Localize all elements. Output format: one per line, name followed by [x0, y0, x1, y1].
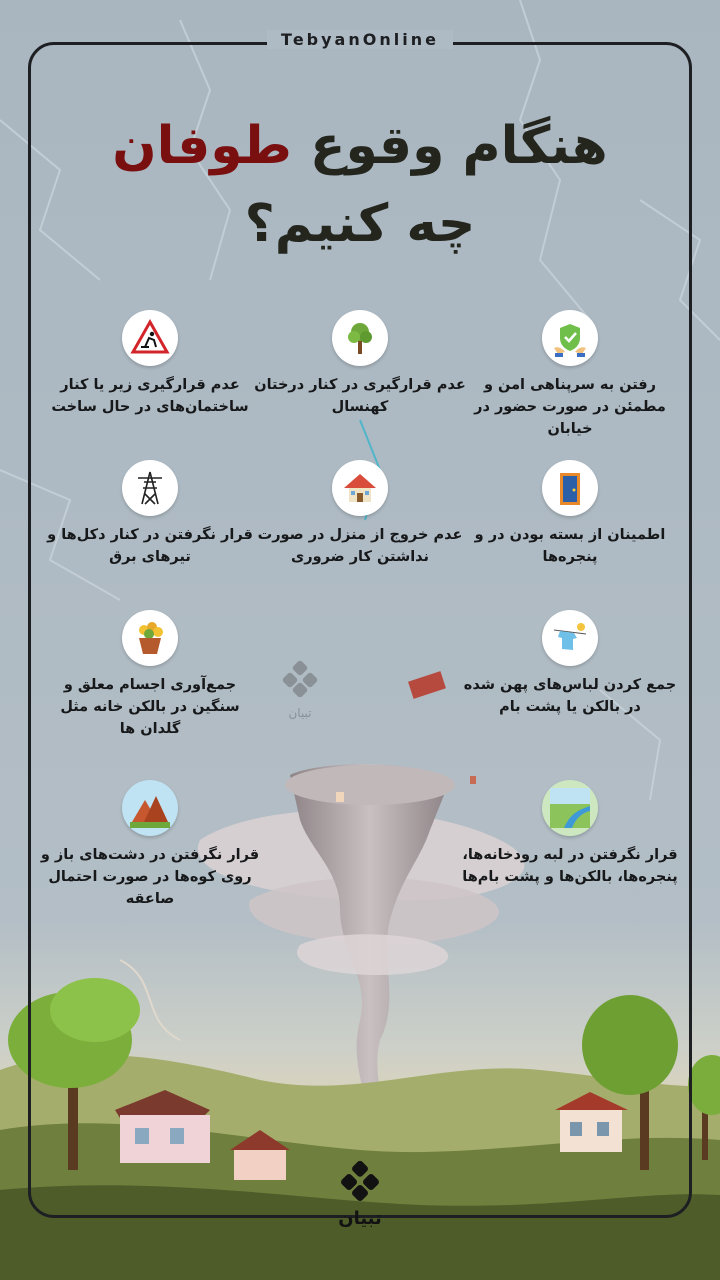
house-icon: [332, 460, 388, 516]
tip-item: [460, 310, 680, 440]
tip-text: قرار نگرفتن در لبه رودخانه‌ها، پنجره‌ها، بالکن‌ها و پشت بام‌ها: [462, 847, 678, 885]
tip-item: [250, 310, 470, 418]
tip-item: [40, 310, 260, 418]
brand-tag: [0, 30, 720, 49]
tip-text: عدم قرارگیری در کنار درختان کهنسال: [254, 377, 466, 415]
watermark-logo-icon: [280, 660, 320, 700]
river-icon: [542, 780, 598, 836]
watermark-text: تبیان: [288, 706, 312, 720]
page-title: [0, 108, 720, 264]
footer-logo: [330, 1160, 390, 1229]
tip-item: [460, 610, 680, 718]
tip-item: [460, 460, 680, 568]
tip-text: رفتن به سرپناهی امن و مطمئن در صورت حضور در خیابان: [474, 377, 666, 437]
tip-item: [40, 780, 260, 910]
clothesline-icon: [542, 610, 598, 666]
tip-item: [40, 610, 260, 740]
tip-item: [250, 460, 470, 568]
mountains-icon: [122, 780, 178, 836]
tip-text: عدم خروج از منزل در صورت نداشتن کار ضروری: [257, 527, 463, 565]
tip-text: عدم قرارگیری زیر یا کنار ساختمان‌های در حال ساخت: [51, 377, 249, 415]
title-prefix: هنگام وقوع: [309, 116, 608, 176]
watermark: [270, 660, 330, 720]
tip-text: قرار نگرفتن در دشت‌های باز و روی کوه‌ها در صورت احتمال صاعقه: [40, 847, 260, 907]
power-tower-icon: [122, 460, 178, 516]
tip-text: جمع‌آوری اجسام معلق و سنگین در بالکن خانه مثل گلدان ها: [60, 677, 240, 737]
construction-sign-icon: [122, 310, 178, 366]
title-accent: طوفان: [112, 116, 292, 176]
flower-pot-icon: [122, 610, 178, 666]
tip-item: [460, 780, 680, 888]
tip-item: [40, 460, 260, 568]
door-icon: [542, 460, 598, 516]
brand-name: TebyanOnline: [267, 30, 453, 49]
tebyan-logo-icon: [338, 1160, 382, 1204]
tip-text: جمع کردن لباس‌های پهن شده در بالکن یا پشت بام: [463, 677, 677, 715]
tree-icon: [332, 310, 388, 366]
tip-text: اطمینان از بسته بودن در و پنجره‌ها: [474, 527, 666, 565]
tip-text: قرار نگرفتن در کنار دکل‌ها و تیرهای برق: [47, 527, 253, 565]
title-line-2: چه کنیم؟: [244, 194, 476, 254]
title-line-1: [0, 108, 720, 184]
shield-hands-icon: [542, 310, 598, 366]
footer-logo-text: تبیان: [338, 1208, 382, 1229]
